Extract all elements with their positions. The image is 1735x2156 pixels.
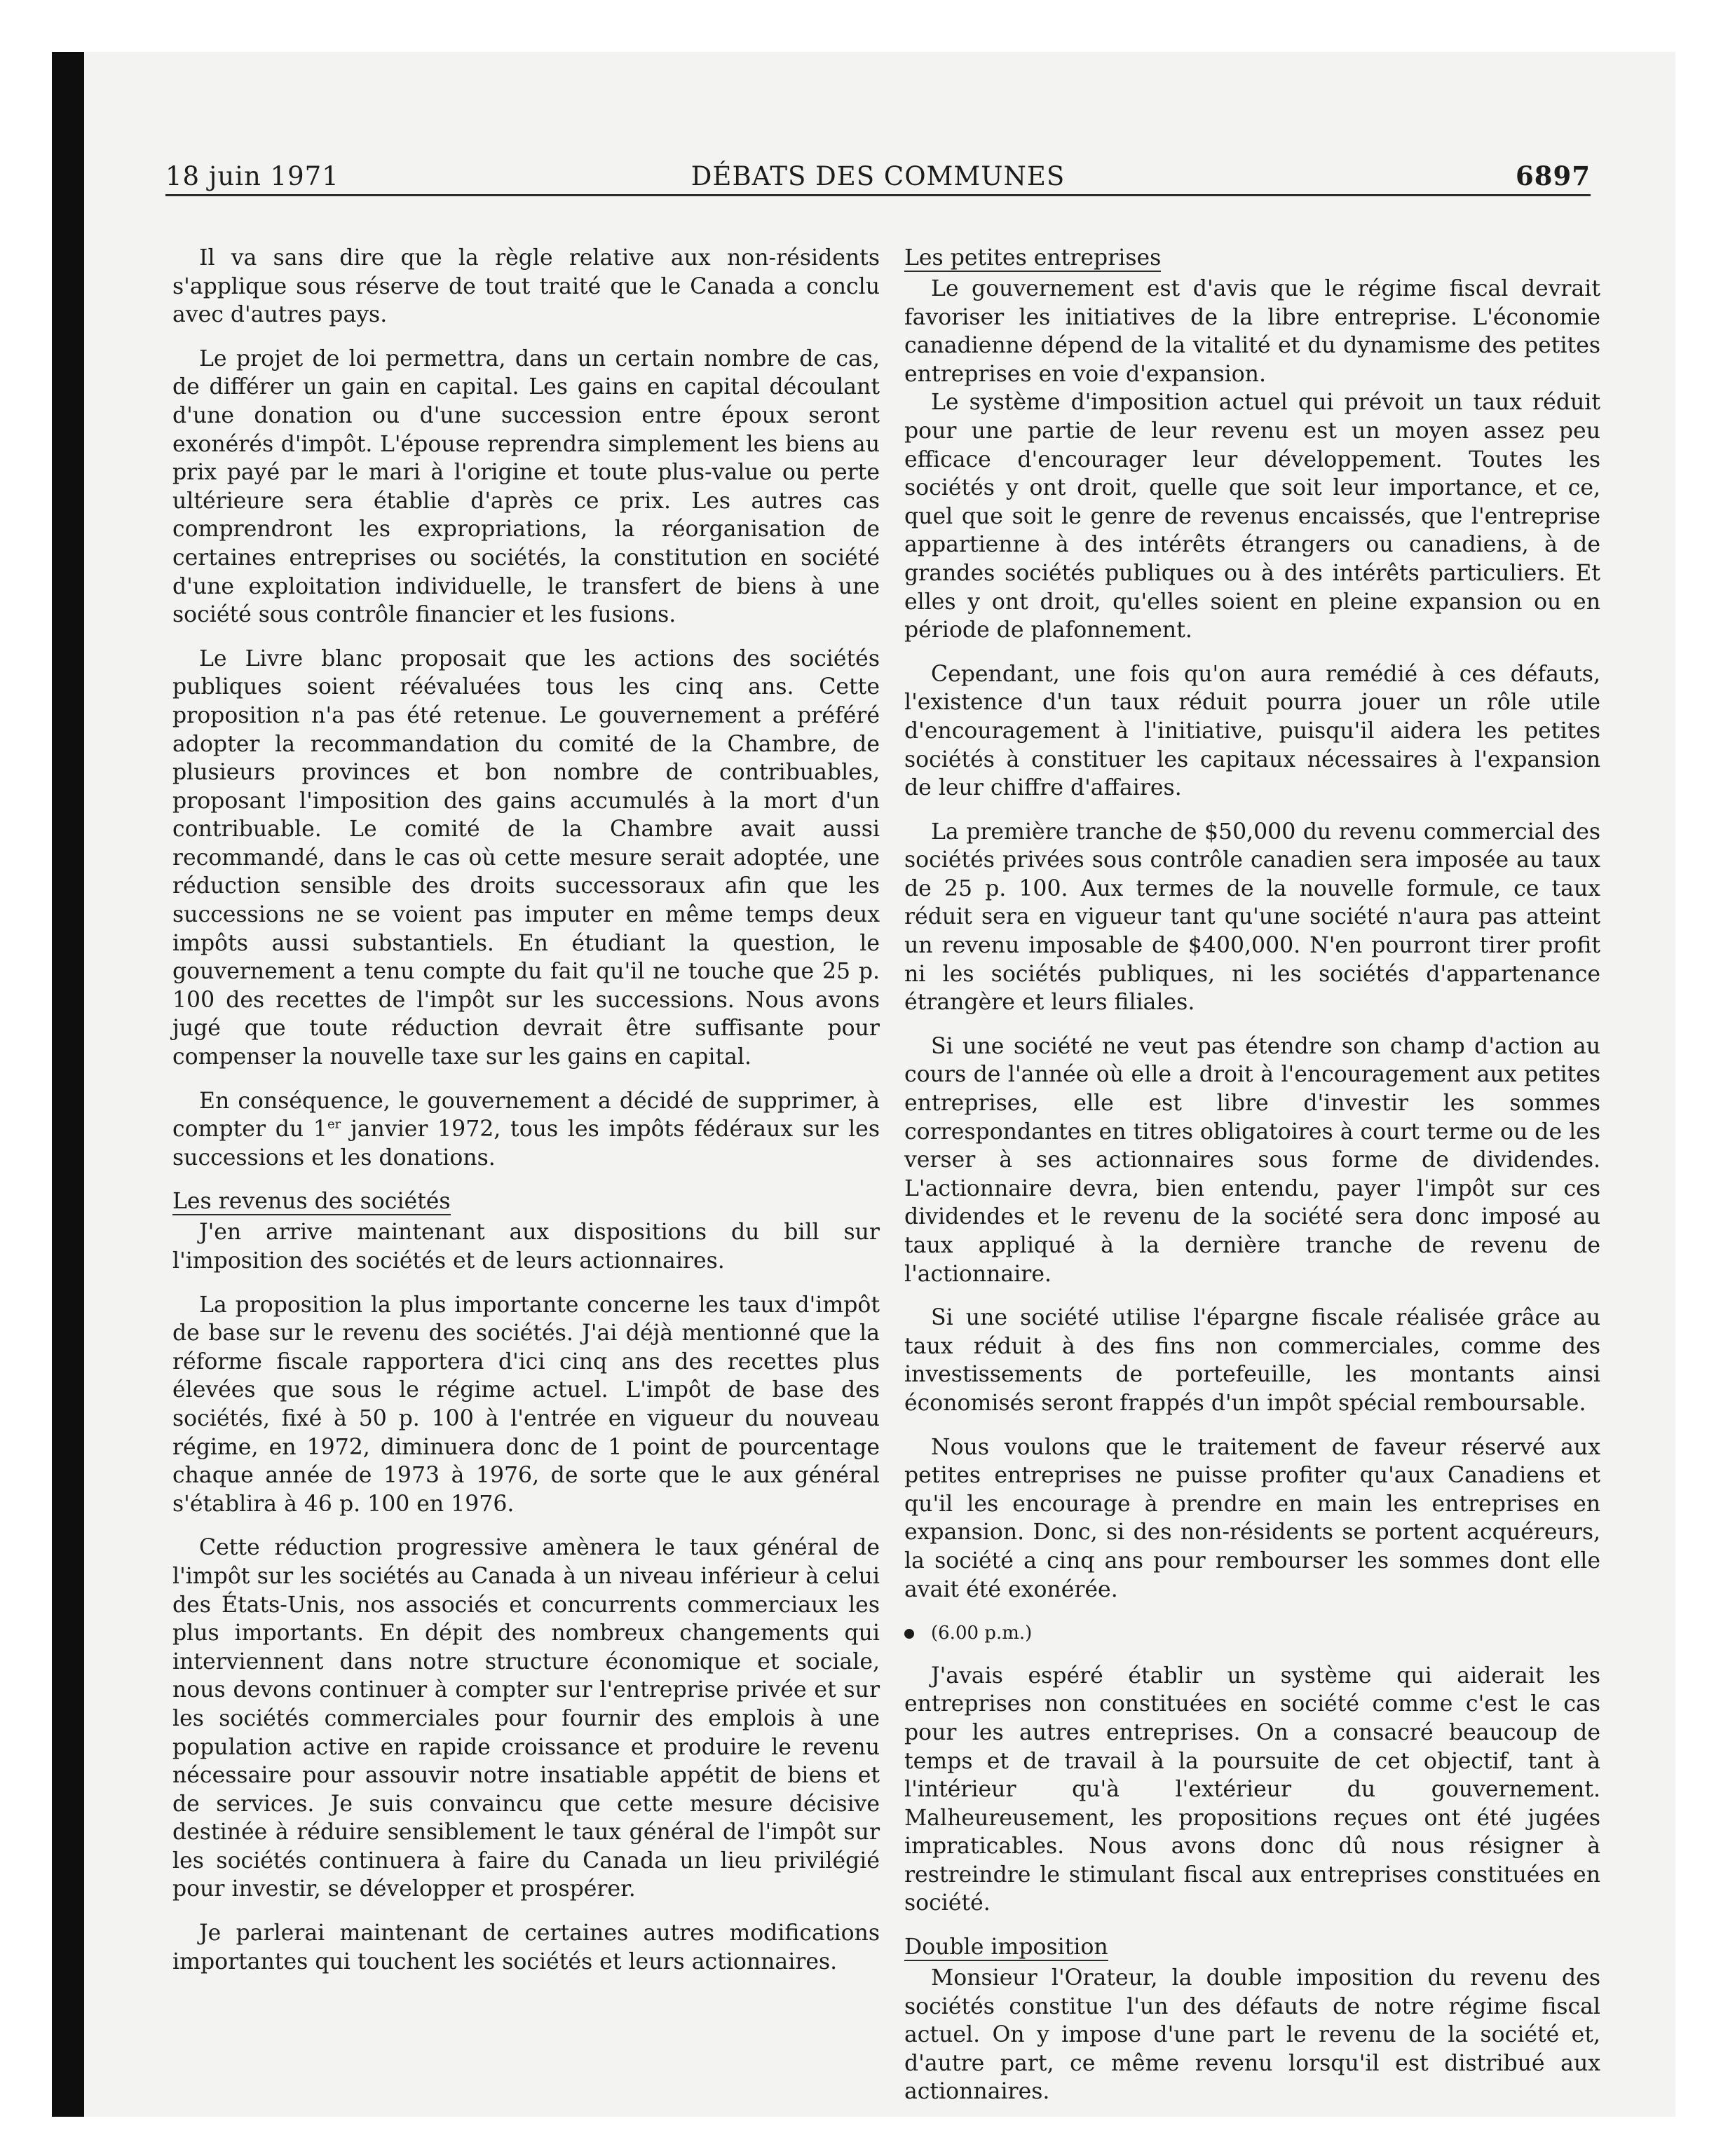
right-column [904,244,1600,2117]
paragraph: J'en arrive maintenant aux dispositions du bill sur l'imposition des sociétés et de leurs actionnaires. [172,1220,880,1274]
paragraph: Si une société ne veut pas étendre son champ d'action au cours de l'année où elle a droit à l'encouragement aux petites entreprises, elle est libre d'investir les sommes correspondantes en titres obligatoires à court terme ou de les verser à ses actionnaires sous forme de dividendes. L'actionnaire devra, bien entendu, payer l'impôt sur ces dividendes et le revenu de la société sera donc imposé au taux appliqué à la dernière tranche de revenu de l'actionnaire. [904,1033,1600,1287]
paragraph: Le projet de loi permettra, dans un certain nombre de cas, de différer un gain en capital. Les gains en capital découlant d'une donation ou d'une succession entre époux seront exonérés d'impôt. L'épouse reprendra simplement les biens au prix payé par le mari à l'origine et toute plus-value ou perte ultérieure sera établie d'après ce prix. Les autres cas comprendront les expropriations, la réorganisation de certaines entreprises ou sociétés, la constitution en société d'une exploitation individuelle, le transfert de biens à une société sous contrôle financier et les fusions. [172,346,880,628]
binding-edge [52,52,84,2117]
paragraph: Il va sans dire que la règle relative aux non-résidents s'applique sous réserve de tout traité que le Canada a conclu avec d'autres pays. [172,245,880,328]
paragraph: J'avais espéré établir un système qui aiderait les entreprises non constituées en société comme c'est le cas pour les autres entreprises. On a consacré beaucoup de temps et de travail à la poursuite de cet objectif, tant à l'intérieur qu'à l'extérieur du gouvernement. Malheureusement, les propositions reçues ont été jugées impraticables. Nous avons donc dû nous résigner à restreindre le stimulant fiscal aux entreprises constituées en société. [904,1663,1600,1916]
section-heading: Double imposition [904,1935,1108,1960]
paragraph: Je parlerai maintenant de certaines autres modifications importantes qui touchent les sociétés et leurs actionnaires. [172,1920,880,1974]
paragraph: Monsieur l'Orateur, la double imposition du revenu des sociétés constitue l'un des défauts de notre régime fiscal actuel. On y impose d'une part le revenu de la société et, d'autre part, ce même revenu lorsqu'il est distribué aux actionnaires. [904,1965,1600,2105]
header-page-number: 6897 [1516,161,1591,191]
paragraph: La proposition la plus importante concerne les taux d'impôt de base sur le revenu des sociétés. J'ai déjà mentionné que la réforme fiscale rapportera d'ici cinq ans des recettes plus élevées que sous le régime actuel. L'impôt de base des sociétés, fixé à 50 p. 100 à l'entrée en vigueur du nouveau régime, en 1972, diminuera donc de 1 point de pourcentage chaque année de 1973 à 1976, de sorte que le aux général s'établira à 46 p. 100 en 1976. [172,1292,880,1517]
page-header [165,149,1591,196]
section-heading: Les petites entreprises [904,245,1162,271]
paragraph: Le système d'imposition actuel qui prévoit un taux réduit pour une partie de leur revenu est un moyen assez peu efficace d'encourager leur développement. Toutes les sociétés y ont droit, quelle que soit leur importance, et ce, quel que soit le genre de revenus encaissés, que l'entreprise appartienne à des intérêts étrangers ou canadiens, à de grandes sociétés publiques ou à des intérêts particuliers. Et elles y ont droit, qu'elles soient en pleine expansion ou en période de plafonnement. [904,390,1600,643]
paragraph: Le gouvernement est d'avis que le régime fiscal devrait favoriser les initiatives de la libre entreprise. L'économie canadienne dépend de la vitalité et du dynamisme des petites entreprises en voie d'expansion. [904,276,1600,387]
time-marker [904,1619,1600,1648]
bullet-icon [904,1629,914,1639]
paragraph: Nous voulons que le traitement de faveur réservé aux petites entreprises ne puisse profiter qu'aux Canadiens et qu'il les encourage à prendre en main les entreprises en expansion. Donc, si des non-résidents se portent acquéreurs, la société a cinq ans pour rembourser les sommes dont elle avait été exonérée. [904,1434,1600,1602]
paragraph-text: janvier 1972, tous les impôts fédéraux sur les successions et les donations. [172,1117,880,1171]
time-marker-text: (6.00 p.m.) [931,1623,1033,1644]
header-date: 18 juin 1971 [165,161,339,191]
paragraph: Si une société utilise l'épargne fiscale réalisée grâce au taux réduit à des fins non commerciales, comme des investissements de portefeuille, les montants ainsi économisés seront frappés d'un impôt spécial remboursable. [904,1305,1600,1416]
paragraph: Cette réduction progressive amènera le taux général de l'impôt sur les sociétés au Canada à un niveau inférieur à celui des États-Unis, nos associés et concurrents commerciaux les plus importants. En dépit des nombreux changements qui interviennent dans notre structure économique et sociale, nous devons continuer à compter sur l'entreprise privée et sur les sociétés commerciales pour fournir des emplois à une population active en rapide croissance et produire le revenu nécessaire pour assouvir notre insatiable appétit de biens et de services. Je suis convaincu que cette mesure décisive destinée à réduire sensiblement le taux général de l'impôt sur les sociétés continuera à faire du Canada un lieu privilégié pour investir, se développer et prospérer. [172,1535,880,1902]
paragraph-text: En conséquence, le gouvernement a décidé de supprimer, à compter du 1 [172,1088,880,1142]
superscript: er [327,1117,341,1132]
left-column [172,244,880,1991]
header-title: DÉBATS DES COMMUNES [690,161,1066,191]
paragraph: Le Livre blanc proposait que les actions des sociétés publiques soient réévaluées tous les cinq ans. Cette proposition n'a pas été retenue. Le gouvernement a préféré adopter la recommandation du comité de la Chambre, de plusieurs provinces et bon nombre de contribuables, proposant l'imposition des gains accumulés à la mort d'un contribuable. Le comité de la Chambre avait aussi recommandé, dans le cas où cette mesure serait adoptée, une réduction sensible des droits successoraux afin que les successions ne se voient pas imputer en même temps deux impôts aussi substantiels. En étudiant la question, le gouvernement a tenu compte du fait qu'il ne touche que 25 p. 100 des recettes de l'impôt sur les successions. Nous avons jugé que toute réduction devrait être suffisante pour compenser la nouvelle taxe sur les gains en capital. [172,646,880,1070]
paragraph [172,1087,880,1173]
section-heading: Les revenus des sociétés [172,1189,451,1215]
paragraph: Cependant, une fois qu'on aura remédié à ces défauts, l'existence d'un taux réduit pourra jouer un rôle utile d'encouragement à l'initiative, puisqu'il aidera les petites sociétés à constituer les capitaux nécessaires à l'expansion de leur chiffre d'affaires. [904,661,1600,801]
paragraph: La première tranche de $50,000 du revenu commercial des sociétés privées sous contrôle canadien sera imposée au taux de 25 p. 100. Aux termes de la nouvelle formule, ce taux réduit sera en vigueur tant qu'une société n'aura pas atteint un revenu imposable de $400,000. N'en pourront tirer profit ni les sociétés publiques, ni les sociétés d'appartenance étrangère et leurs filiales. [904,819,1600,1016]
scanned-page [52,52,1675,2117]
